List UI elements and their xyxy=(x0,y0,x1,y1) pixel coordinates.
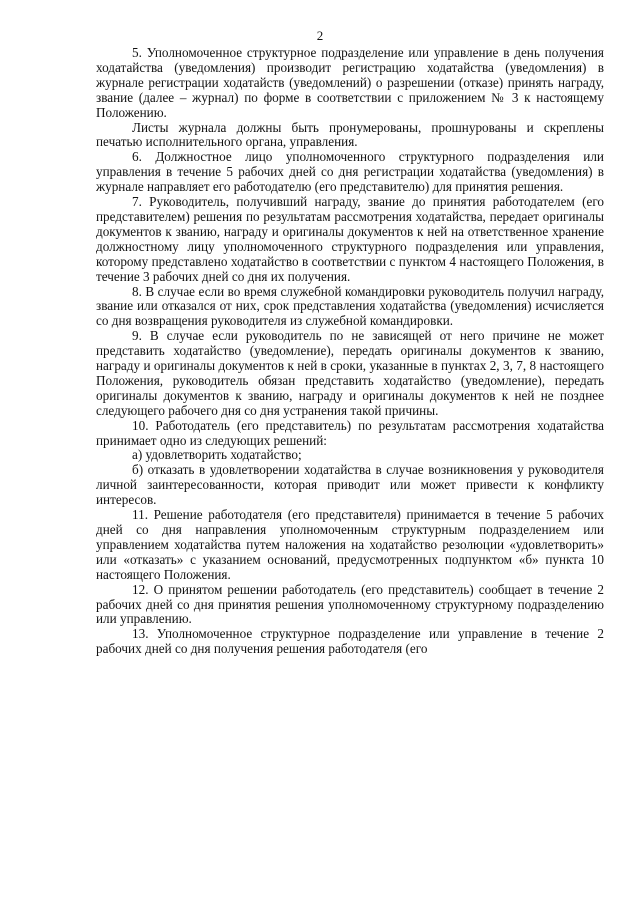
page-number: 2 xyxy=(316,28,324,43)
paragraph-9: 9. В случае если руководитель по не зависящей от него причине не может представить ходатайство (уведомление), передать оригиналы документов к званию, награду и оригиналы документов к ней в сроки, указанные в пунктах 2, 3, 7, 8 настоящего Положения, руководитель обязан представить ходатайство (уведомление), передать оригиналы документов к званию, награду и оригиналы документов к ней не позднее следующего рабочего дня со дня устранения такой причины. xyxy=(96,328,604,418)
paragraph-11: 11. Решение работодателя (его представителя) принимается в течение 5 рабочих дней со дня направления уполномоченным структурным подразделением или управлением ходатайства путем наложения на ходатайство резолюции «удовлетворить» или «отказать» с указанием оснований, предусмотренных подпунктом «б» пункта 10 настоящего Положения. xyxy=(96,507,604,582)
paragraph-journal-sheets: Листы журнала должны быть пронумерованы, прошнурованы и скреплены печатью исполнительного органа, управления. xyxy=(96,119,604,150)
paragraph-8: 8. В случае если во время служебной командировки руководитель получил награду, звание или отказался от них, срок представления ходатайства (уведомления) исчисляется со дня возвращения руководителя из служебной командировки. xyxy=(96,283,604,329)
paragraph-10b: б) отказать в удовлетворении ходатайства в случае возникновения у руководителя личной заинтересованности, которая приводит или может привести к конфликту интересов. xyxy=(96,462,604,508)
paragraph-12: 12. О принятом решении работодатель (его представитель) сообщает в течение 2 рабочих дней со дня принятия решения уполномоченному структурному подразделению или управлению. xyxy=(96,581,604,627)
paragraph-13: 13. Уполномоченное структурное подразделение или управление в течение 2 рабочих дней со дня получения решения работодателя (его xyxy=(96,626,604,657)
paragraph-5: 5. Уполномоченное структурное подразделение или управление в день получения ходатайства (уведомления) производит регистрацию ходатайства (уведомления) в журнале регистрации ходатайств (уведомлений) о разрешении (отказе) принять награду, звание (далее – журнал) по форме в соответствии с приложением № 3 к настоящему Положению. xyxy=(96,45,604,120)
paragraph-7: 7. Руководитель, получивший награду, звание до принятия работодателем (его представителем) решения по результатам рассмотрения ходатайства, передает оригиналы документов к званию, награду и оригиналы документов к ней на ответственное хранение должностному лицу уполномоченного структурного подразделения или управления, которому представлено ходатайство в соответствии с пунктом 4 настоящего Положения, в течение 3 рабочих дней со дня их получения. xyxy=(96,194,604,284)
paragraph-10a: а) удовлетворить ходатайство; xyxy=(132,447,302,463)
document-body xyxy=(96,46,604,657)
paragraph-6: 6. Должностное лицо уполномоченного структурного подразделения или управления в течение 5 рабочих дней со дня регистрации ходатайства (уведомления) в журнале направляет его работодателю (его представителю) для принятия решения. xyxy=(96,149,604,195)
paragraph-10: 10. Работодатель (его представитель) по результатам рассмотрения ходатайства принимает одно из следующих решений: xyxy=(96,417,604,448)
